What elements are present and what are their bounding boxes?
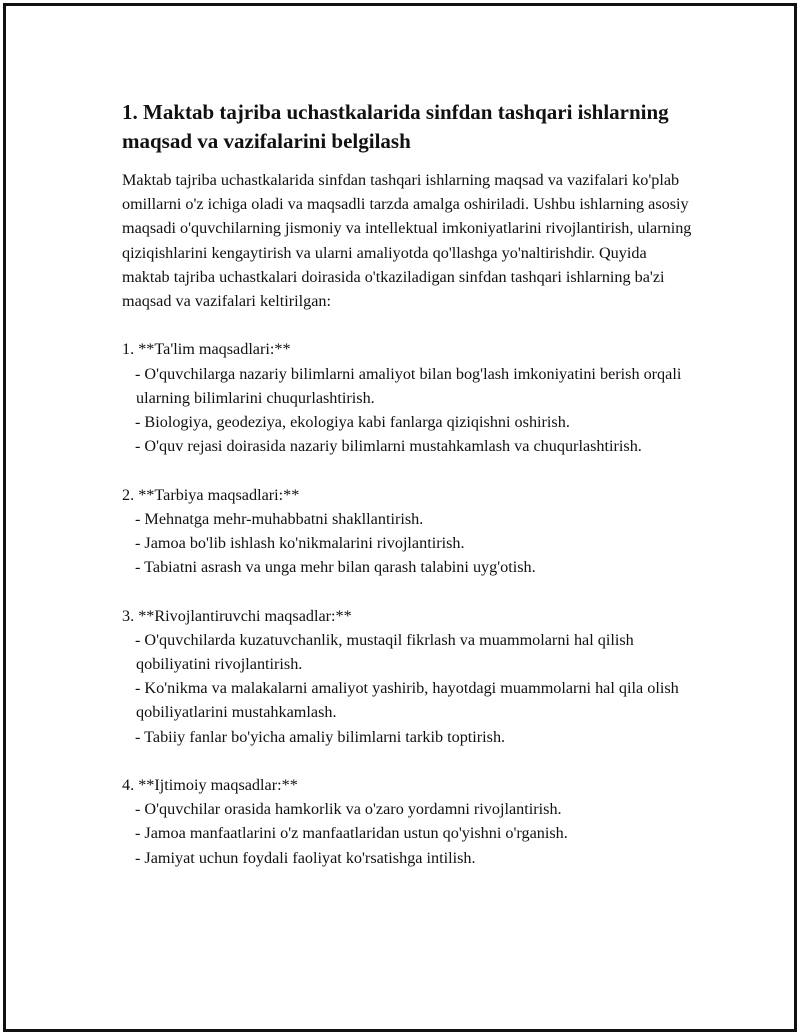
section-tarbiya [122, 483, 692, 580]
section-heading: 4. **Ijtimoiy maqsadlar:** [122, 776, 298, 795]
list-item: - O'quvchilarda kuzatuvchanlik, mustaqil fikrlash va muammolarni hal qilish qobiliyatini rivojlantirish. [135, 630, 634, 674]
intro-paragraph: Maktab tajriba uchastkalarida sinfdan tashqari ishlarning maqsad va vazifalari ko'plab omillarni o'z ichiga oladi va maqsadli tarzda amalga oshiriladi. Ushbu ishlarning asosiy maqsadi o'quvchilarning jismoniy va intellektual imkoniyatlarini rivojlantirish, ularning qiziqishlarini kengaytirish va ularni amaliyotda qo'llashga yo'naltirishdir. Quyida maktab tajriba uchastkalari doirasida o'tkaziladigan sinfdan tashqari ishlarning ba'zi maqsad va vazifalari keltirilgan: [122, 171, 692, 311]
section-heading: 1. **Ta'lim maqsadlari:** [122, 340, 291, 359]
document-title: 1. Maktab tajriba uchastkalarida sinfdan tashqari ishlarning maqsad va vazifalarini belgilash [122, 100, 669, 153]
list-item: - Tabiatni asrash va unga mehr bilan qarash talabini uyg'otish. [135, 558, 536, 577]
section-heading: 2. **Tarbiya maqsadlari:** [122, 485, 300, 504]
list-item: - Jamiyat uchun foydali faoliyat ko'rsatishga intilish. [135, 848, 476, 867]
section-ta-lim [122, 337, 692, 458]
document-content [122, 98, 692, 870]
list-item: - O'quvchilarga nazariy bilimlarni amaliyot bilan bog'lash imkoniyatini berish orqali ularning bilimlarini chuqurlashtirish. [135, 364, 682, 407]
section-heading: 3. **Rivojlantiruvchi maqsadlar:** [122, 606, 352, 625]
list-item: - Jamoa bo'lib ishlash ko'nikmalarini rivojlantirish. [135, 534, 465, 553]
list-item: - Mehnatga mehr-muhabbatni shakllantirish. [135, 509, 424, 528]
list-item: - Biologiya, geodeziya, ekologiya kabi fanlarga qiziqishni oshirish. [135, 413, 570, 432]
list-item: - O'quvchilar orasida hamkorlik va o'zaro yordamni rivojlantirish. [135, 800, 562, 819]
list-item: - Tabiiy fanlar bo'yicha amaliy bilimlarni tarkib toptirish. [135, 727, 506, 746]
document-page [3, 3, 797, 1032]
list-item: - O'quv rejasi doirasida nazariy bilimlarni mustahkamlash va chuqurlashtirish. [135, 437, 642, 456]
section-ijtimoiy [122, 773, 692, 870]
list-item: - Ko'nikma va malakalarni amaliyot yashirib, hayotdagi muammolarni hal qila olish qobiliyatlarini mustahkamlash. [135, 679, 679, 722]
section-rivojlantiruvchi [122, 604, 692, 749]
list-item: - Jamoa manfaatlarini o'z manfaatlaridan ustun qo'yishni o'rganish. [135, 824, 568, 843]
